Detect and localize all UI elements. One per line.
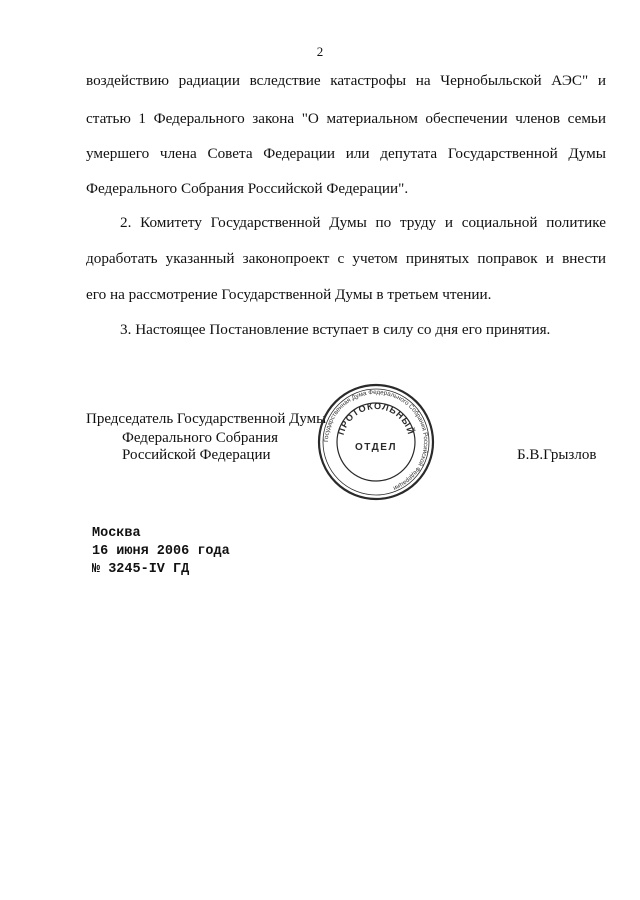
stamp-arc-text: ПРОТОКОЛЬНЫЙ bbox=[335, 400, 417, 437]
item2-line-1: 2. Комитету Государственной Думы по труду и социальной политике bbox=[120, 214, 606, 231]
stamp-ring-text: Государственная Дума Федерального Собрания Российской Федерации bbox=[322, 388, 430, 492]
body-line-3: умершего члена Совета Федерации или депутата Государственной Думы bbox=[86, 145, 606, 162]
body-line-2: статью 1 Федерального закона "О материальном обеспечении членов семьи bbox=[86, 110, 606, 127]
signatory-name: Б.В.Грызлов bbox=[517, 447, 597, 463]
item2-line-3: его на рассмотрение Государственной Думы в третьем чтении. bbox=[86, 286, 492, 303]
official-stamp bbox=[316, 382, 436, 502]
body-line-4: Федерального Собрания Российской Федерации". bbox=[86, 180, 409, 197]
body-line-1: воздействию радиации вследствие катастрофы на Чернобыльской АЭС" и bbox=[86, 72, 606, 89]
signature-title-3: Российской Федерации bbox=[122, 447, 271, 463]
document-date: 16 июня 2006 года bbox=[92, 544, 230, 559]
signature-title-1: Председатель Государственной Думы bbox=[86, 411, 327, 427]
item2-line-2: доработать указанный законопроект с учетом принятых поправок и внести bbox=[86, 250, 606, 267]
item3-paragraph: 3. Настоящее Постановление вступает в силу со дня его принятия. bbox=[120, 321, 551, 338]
signature-title-2: Федерального Собрания bbox=[122, 430, 279, 446]
page-number: 2 bbox=[316, 44, 324, 59]
stamp-center-text: ОТДЕЛ bbox=[355, 442, 397, 453]
city: Москва bbox=[92, 526, 141, 541]
document-number: № 3245-IV ГД bbox=[92, 562, 190, 577]
